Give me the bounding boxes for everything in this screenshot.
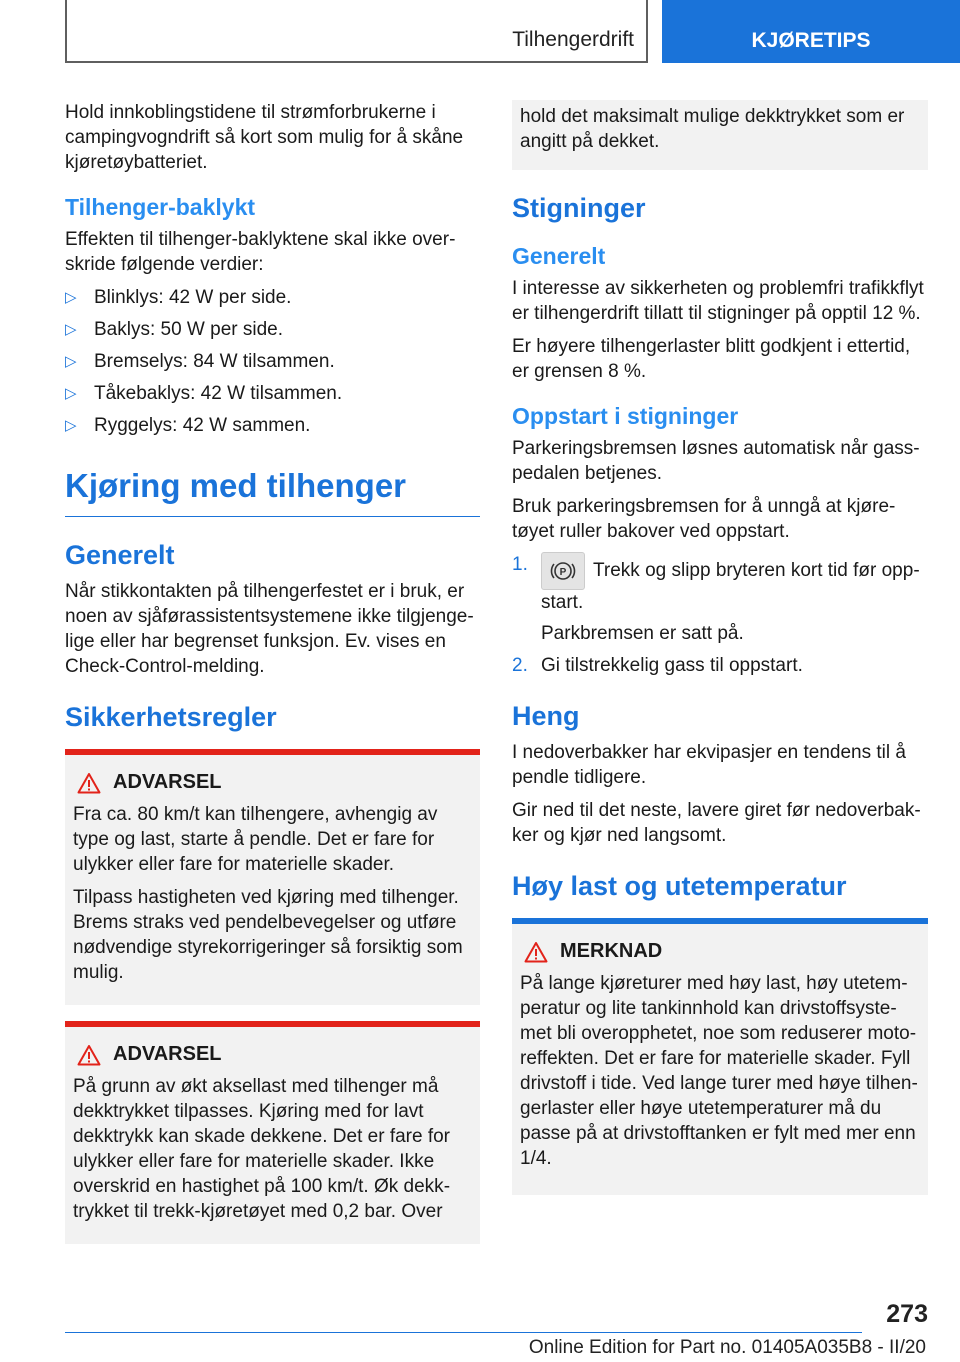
warning-continuation-text: hold det maksimalt mulige dekktrykket som er angitt på dekket. bbox=[520, 106, 905, 152]
intro-paragraph: Hold innkoblingstidene til strømforbrukerne i campingvogndrift så kort som mulig for å skåne kjøretøybatteriet. bbox=[65, 102, 464, 173]
baklykt-paragraph: Effekten til tilhenger-baklyktene skal ikke overskride følgende verdier: bbox=[65, 229, 456, 275]
warning-title bbox=[73, 1043, 472, 1066]
heading-heng: Heng bbox=[512, 701, 580, 731]
heading-kjoring-med-tilhenger: Kjøring med tilhenger bbox=[65, 466, 480, 517]
baklykt-list bbox=[65, 285, 480, 438]
svg-text:P: P bbox=[559, 567, 567, 578]
heading-generelt: Generelt bbox=[512, 243, 606, 269]
stigninger-paragraph: I interesse av sikkerheten og problemfri trafikkflyt er tilhengerdrift tillatt til stigninger på opptil 12 %. bbox=[512, 278, 924, 324]
step-number: 2. bbox=[512, 655, 528, 676]
step-subtext: Parkbremsen er satt på. bbox=[541, 623, 744, 644]
triangle-bullet-icon: ▷ bbox=[65, 321, 77, 338]
parking-brake-icon bbox=[541, 552, 585, 590]
warning-text: På grunn av økt aksellast med tilhenger må dekktrykket tilpasses. Kjøring med for lavt dekktrykk kan skade dekkene. Det er fare for ulykker eller fare for materielle skader. Ikke overskrid en hastighet på 100 km/t. Øk dekktrykket til trekk-kjøretøyet med 0,2 bar. Over bbox=[73, 1076, 451, 1222]
triangle-bullet-icon: ▷ bbox=[65, 353, 77, 370]
list-item: ▷ Tåkebaklys: 42 W tilsammen. bbox=[65, 383, 343, 404]
stigninger-paragraph: Er høyere tilhengerlaster blitt godkjent i ettertid, er grensen 8 %. bbox=[512, 336, 911, 382]
step-text: Gi tilstrekkelig gass til oppstart. bbox=[541, 655, 803, 676]
list-item: ▷ Blinklys: 42 W per side. bbox=[65, 287, 292, 308]
heng-paragraph: Gir ned til det neste, lavere giret før nedoverbakker og kjør ned langsomt. bbox=[512, 800, 921, 846]
triangle-bullet-icon: ▷ bbox=[65, 289, 77, 306]
heading-generelt: Generelt bbox=[65, 540, 175, 570]
left-column bbox=[65, 100, 480, 1258]
triangle-bullet-icon: ▷ bbox=[65, 385, 77, 402]
notice-box bbox=[512, 918, 928, 1195]
notice-text: På lange kjøreturer med høy last, høy utetemperatur og lite tankinnhold kan drivstoffsystemet bli overopphetet, noe som reduserer motoreffekten. Det er fare for materielle skader. Fyll drivstoff i tide. Ved lange turer med høye tilhengerlaster eller høye utetemperaturer må du passe på at drivstofftanken er fylt med mer enn 1/4. bbox=[520, 973, 918, 1169]
oppstart-steps bbox=[512, 552, 928, 678]
heading-sikkerhetsregler: Sikkerhetsregler bbox=[65, 702, 277, 732]
heading-oppstart-i-stigninger: Oppstart i stigninger bbox=[512, 403, 739, 429]
header-section-title: Tilhengerdrift bbox=[512, 28, 634, 51]
step-text: Trekk og slipp bryteren kort tid før oppstart. bbox=[541, 560, 920, 613]
warning-box bbox=[65, 1021, 480, 1244]
footer-divider bbox=[65, 1332, 862, 1333]
generelt-paragraph: Når stikkontakten på tilhengerfestet er i bruk, er noen av sjåførassistentsystemene ikke tilgjengelige eller har begrenset funksjon. Ev. vises en Check-Control-melding. bbox=[65, 581, 474, 677]
notice-title bbox=[520, 940, 920, 963]
list-item: ▷ Ryggelys: 42 W sammen. bbox=[65, 415, 311, 436]
heading-hoy-last: Høy last og utetemperatur bbox=[512, 871, 847, 901]
step-item bbox=[512, 552, 928, 646]
oppstart-paragraph: Parkeringsbremsen løsnes automatisk når gasspedalen betjenes. bbox=[512, 438, 920, 484]
page-number: 273 bbox=[886, 1300, 928, 1328]
warning-triangle-icon bbox=[77, 772, 101, 794]
warning-title bbox=[73, 771, 472, 794]
triangle-bullet-icon: ▷ bbox=[65, 417, 77, 434]
warning-box bbox=[65, 749, 480, 1005]
warning-triangle-icon bbox=[524, 941, 548, 963]
list-item: ▷ Baklys: 50 W per side. bbox=[65, 319, 284, 340]
step-number: 1. bbox=[512, 554, 528, 575]
footer-edition: Online Edition for Part no. 01405A035B8 - II/20 bbox=[528, 1337, 926, 1358]
heading-stigninger: Stigninger bbox=[512, 193, 646, 223]
oppstart-paragraph: Bruk parkeringsbremsen for å unngå at kjøretøyet ruller bakover ved oppstart. bbox=[512, 496, 896, 542]
heading-tilhenger-baklykt: Tilhenger-baklykt bbox=[65, 194, 256, 220]
list-item: ▷ Bremselys: 84 W tilsammen. bbox=[65, 351, 335, 372]
warning-text: Tilpass hastigheten ved kjøring med tilhenger. Brems straks ved pendelbevegelser og utføre nødvendige styrekorrigeringer så forsiktig som mulig. bbox=[73, 887, 463, 983]
warning-label: ADVARSEL bbox=[113, 1043, 222, 1065]
warning-text: Fra ca. 80 km/t kan tilhengere, avhengig av type og last, starte å pendle. Det er fare for ulykker eller fare for materielle skader. bbox=[73, 804, 438, 875]
right-column bbox=[512, 100, 928, 1209]
heng-paragraph: I nedoverbakker har ekvipasjer en tendens til å pendle tidligere. bbox=[512, 742, 906, 788]
warning-label: ADVARSEL bbox=[113, 771, 222, 793]
warning-triangle-icon bbox=[77, 1044, 101, 1066]
notice-label: MERKNAD bbox=[560, 940, 663, 962]
warning-continuation bbox=[512, 100, 928, 170]
header-chapter-tab[interactable]: KJØRETIPS bbox=[662, 0, 960, 63]
step-item bbox=[512, 653, 928, 678]
